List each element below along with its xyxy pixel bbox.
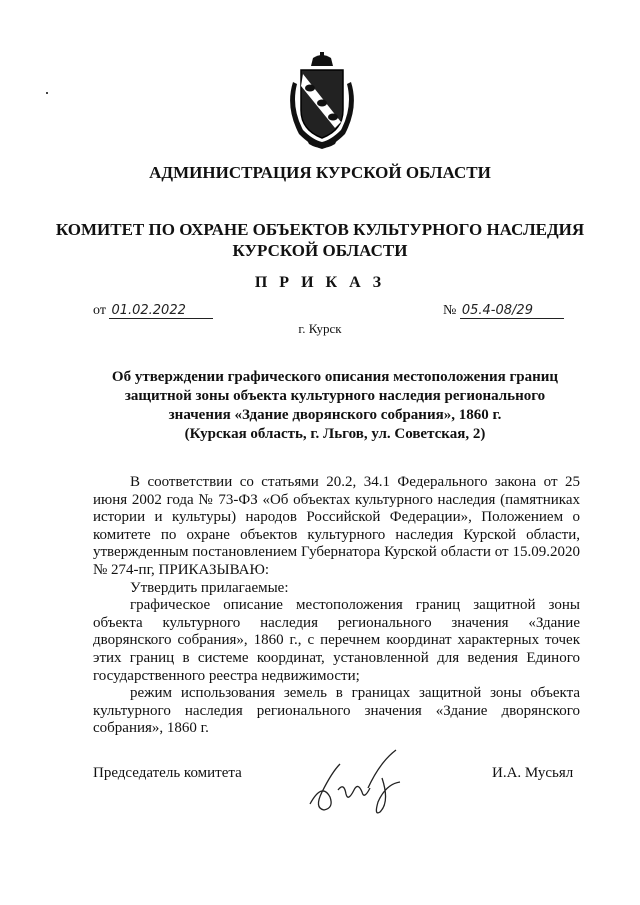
signatory-name: И.А. Мусьял — [492, 765, 574, 781]
date-prefix: от — [93, 303, 106, 318]
order-subject — [100, 368, 570, 444]
body-paragraph: графическое описание местоположения границ защитной зоны объекта культурного наследия регионального значения «Здание дворянского собрания», 1860 г., с перечнем координат характерных точек этих границ в системе координат, установленной для ведения Единого государственного реестра недвижимости; — [93, 597, 580, 684]
kursk-coat-of-arms-icon — [283, 52, 361, 152]
handwritten-signature — [300, 742, 420, 822]
subject-line2: защитной зоны объекта культурного наследия регионального — [124, 388, 546, 404]
order-date — [93, 303, 213, 319]
order-number — [443, 303, 564, 319]
committee-title-line1: КОМИТЕТ ПО ОХРАНЕ ОБЪЕКТОВ КУЛЬТУРНОГО НАСЛЕДИЯ — [55, 220, 585, 239]
administration-title: АДМИНИСТРАЦИЯ КУРСКОЙ ОБЛАСТИ — [149, 163, 491, 182]
body-paragraph: В соответствии со статьями 20.2, 34.1 Федерального закона от 25 июня 2002 года № 73-ФЗ «Об объектах культурного наследия (памятниках истории и культуры) народов Российской Федерации», Положением о комитете по охране объектов культурного наследия Курской области, утвержденным постановлением Губернатора Курской области от 15.09.2020 № 274-пг, ПРИКАЗЫВАЮ: — [93, 474, 580, 578]
number-prefix: № — [443, 303, 457, 318]
subject-line4: (Курская область, г. Льгов, ул. Советская, 2) — [184, 426, 486, 442]
committee-title-line2: КУРСКОЙ ОБЛАСТИ — [232, 241, 408, 260]
body-paragraph: Утвердить прилагаемые: — [130, 579, 289, 596]
signatory-position: Председатель комитета — [93, 765, 242, 781]
number-value: 05.4-08/29 — [460, 303, 564, 319]
body-paragraph: режим использования земель в границах защитной зоны объекта культурного наследия регионального значения «Здание дворянского собрания», 1860 г. — [93, 685, 580, 737]
subject-line1: Об утверждении графического описания местоположения границ — [111, 369, 559, 385]
scan-speck — [46, 92, 48, 94]
city: г. Курск — [298, 321, 342, 336]
order-body — [93, 474, 580, 738]
subject-line3: значения «Здание дворянского собрания», 1860 г. — [168, 407, 502, 423]
date-value: 01.02.2022 — [109, 303, 213, 319]
committee-title — [0, 219, 640, 261]
document-type: П Р И К А З — [254, 274, 386, 291]
